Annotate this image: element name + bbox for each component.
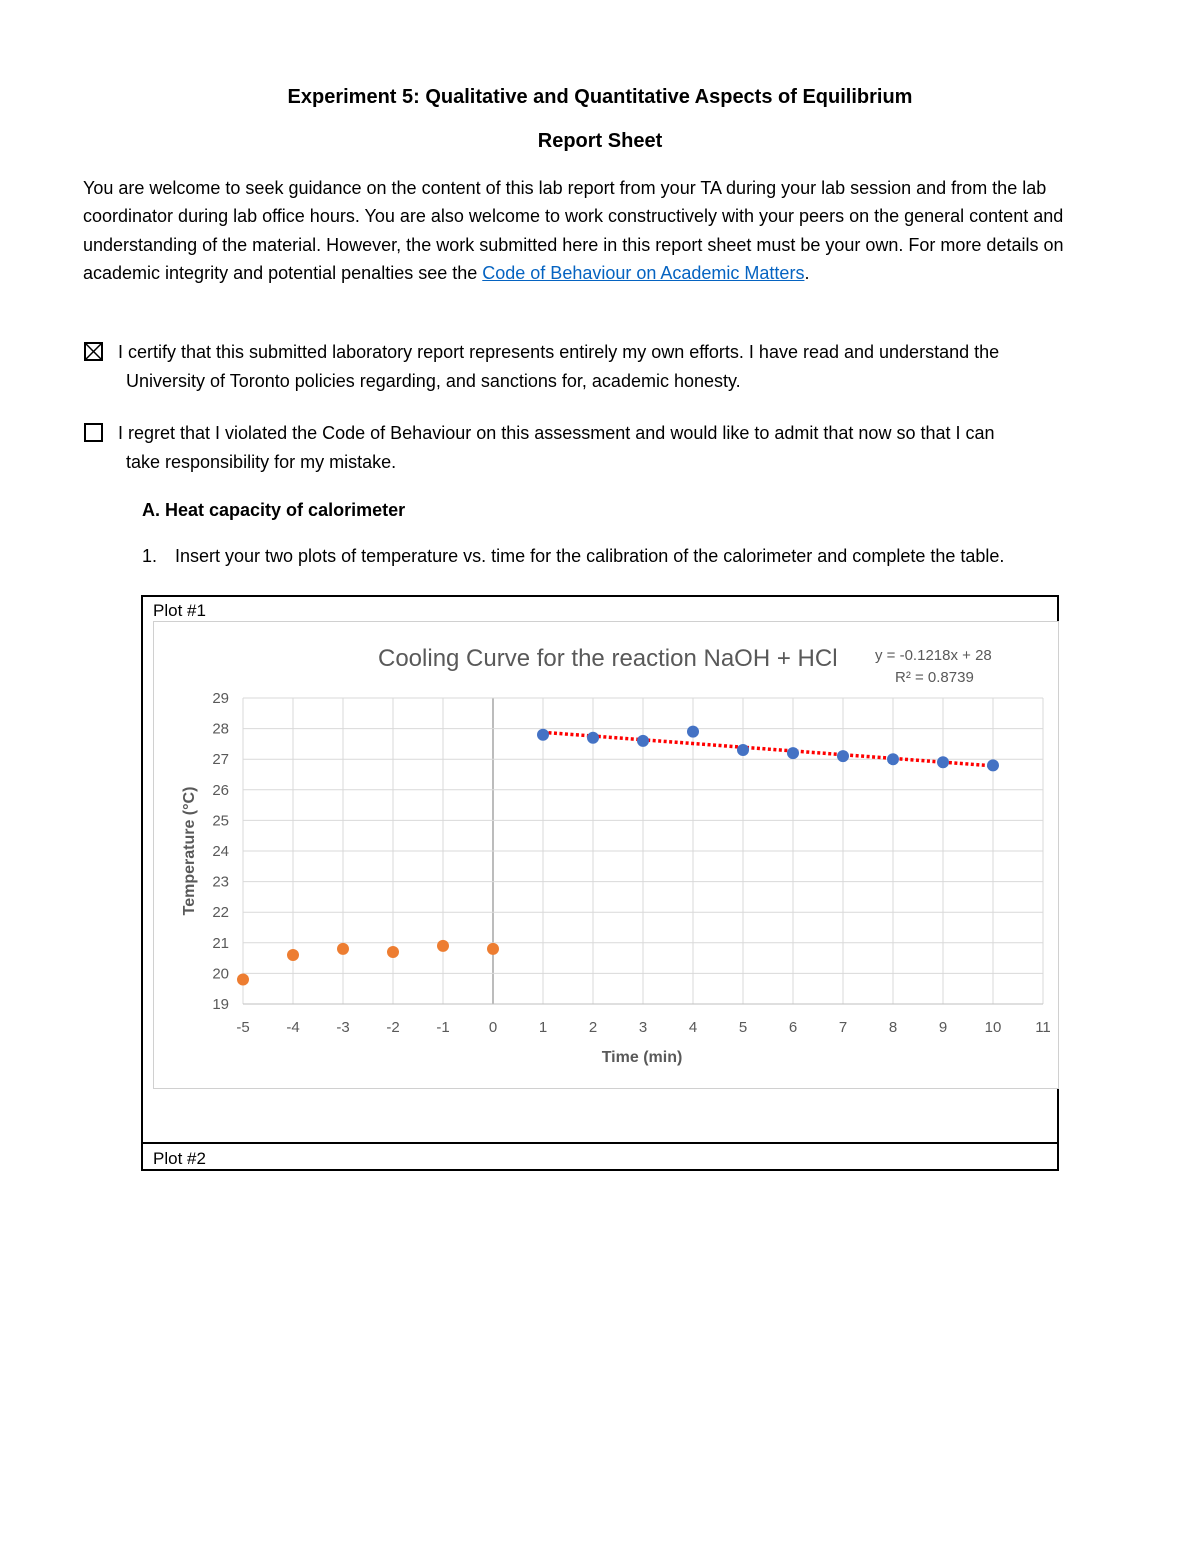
data-point (637, 735, 649, 747)
y-tick-label: 27 (212, 751, 229, 769)
plot-2-label: Plot #2 (153, 1149, 206, 1168)
x-tick-label: 1 (538, 1019, 548, 1036)
x-tick-label: -1 (436, 1019, 450, 1036)
x-tick-label: -4 (286, 1019, 300, 1036)
y-tick-label: 19 (212, 996, 229, 1013)
x-tick-label: 5 (738, 1019, 748, 1036)
code-of-behaviour-link[interactable]: Code of Behaviour on Academic Matters (482, 262, 805, 283)
page-subtitle: Report Sheet (537, 130, 663, 152)
question-1 (142, 543, 1082, 570)
checked-x-icon (86, 344, 101, 359)
chart-title: Cooling Curve for the reaction NaOH + HCl (378, 645, 838, 672)
x-tick-label: 2 (588, 1019, 598, 1036)
trendline (543, 732, 993, 766)
y-tick-label: 23 (212, 873, 229, 891)
data-point (437, 940, 449, 952)
x-tick-label: 6 (788, 1019, 798, 1036)
y-axis-label: Temperature (°C) (181, 786, 198, 916)
regret-checkbox-row (84, 419, 1124, 477)
data-point (387, 946, 399, 958)
regret-checkbox[interactable] (84, 423, 103, 442)
certify-text (118, 338, 1124, 396)
y-tick-label: 21 (212, 934, 229, 952)
question-text: Insert your two plots of temperature vs. time for the calibration of the calorimeter and complete the table. (175, 546, 1005, 566)
data-point (987, 759, 999, 771)
data-point (487, 943, 499, 955)
x-tick-label: 7 (838, 1019, 848, 1036)
certify-checkbox[interactable] (84, 342, 103, 361)
data-point (587, 732, 599, 744)
page-title: Experiment 5: Qualitative and Quantitative Aspects of Equilibrium (287, 86, 913, 108)
x-tick-label: 9 (938, 1019, 948, 1036)
data-point (787, 747, 799, 759)
data-point (887, 753, 899, 765)
intro-paragraph (83, 174, 1123, 287)
regret-line-1: I regret that I violated the Code of Behaviour on this assessment and would like to admit that now so that I can (118, 423, 995, 443)
x-tick-label: -2 (386, 1019, 400, 1036)
certify-checkbox-row (84, 338, 1124, 396)
x-tick-label: 3 (638, 1019, 648, 1036)
x-tick-label: 4 (688, 1019, 698, 1036)
data-point (337, 943, 349, 955)
regret-text (118, 419, 1124, 477)
trendline-equation: y = -0.1218x + 28 (875, 647, 992, 664)
section-heading: A. Heat capacity of calorimeter (142, 500, 406, 520)
data-point (287, 949, 299, 961)
y-tick-label: 25 (212, 812, 229, 830)
x-tick-label: -3 (336, 1019, 350, 1036)
data-point (837, 750, 849, 762)
data-point (537, 729, 549, 741)
plot-table (141, 595, 1059, 1171)
data-point (687, 726, 699, 738)
certify-line-2: University of Toronto policies regarding, and sanctions for, academic honesty. (126, 371, 741, 391)
data-point (237, 974, 249, 986)
row-divider (143, 1142, 1057, 1144)
y-tick-label: 22 (212, 904, 229, 922)
trendline-r-squared: R² = 0.8739 (895, 669, 974, 686)
intro-end: . (804, 262, 810, 283)
y-tick-label: 26 (212, 781, 229, 799)
x-tick-label: -5 (236, 1019, 250, 1036)
x-tick-label: 0 (488, 1019, 498, 1036)
plot-1-label: Plot #1 (153, 601, 206, 620)
cooling-curve-chart (154, 622, 1058, 1088)
x-tick-label: 11 (1035, 1019, 1051, 1036)
x-tick-label: 8 (888, 1019, 898, 1036)
y-tick-label: 24 (212, 843, 229, 860)
regret-line-2: take responsibility for my mistake. (126, 452, 397, 472)
chart-frame (153, 621, 1059, 1089)
data-point (937, 756, 949, 768)
y-tick-label: 29 (212, 690, 229, 707)
intro-text: You are welcome to seek guidance on the content of this lab report from your TA during your lab session and from the lab coordinator during lab office hours. You are also welcome to work constructively with your peers on the general content and understanding of the material. However, the work submitted here in this report sheet must be your own. For more details on academic integrity and potential penalties see the (83, 178, 1064, 283)
data-point (737, 744, 749, 756)
question-number: 1. (142, 546, 158, 566)
certify-line-1: I certify that this submitted laboratory report represents entirely my own efforts. I have read and understand the (118, 342, 1000, 362)
y-tick-label: 28 (212, 720, 229, 738)
x-tick-label: 10 (984, 1019, 1002, 1036)
y-tick-label: 20 (212, 965, 229, 983)
x-axis-label: Time (min) (601, 1049, 683, 1066)
